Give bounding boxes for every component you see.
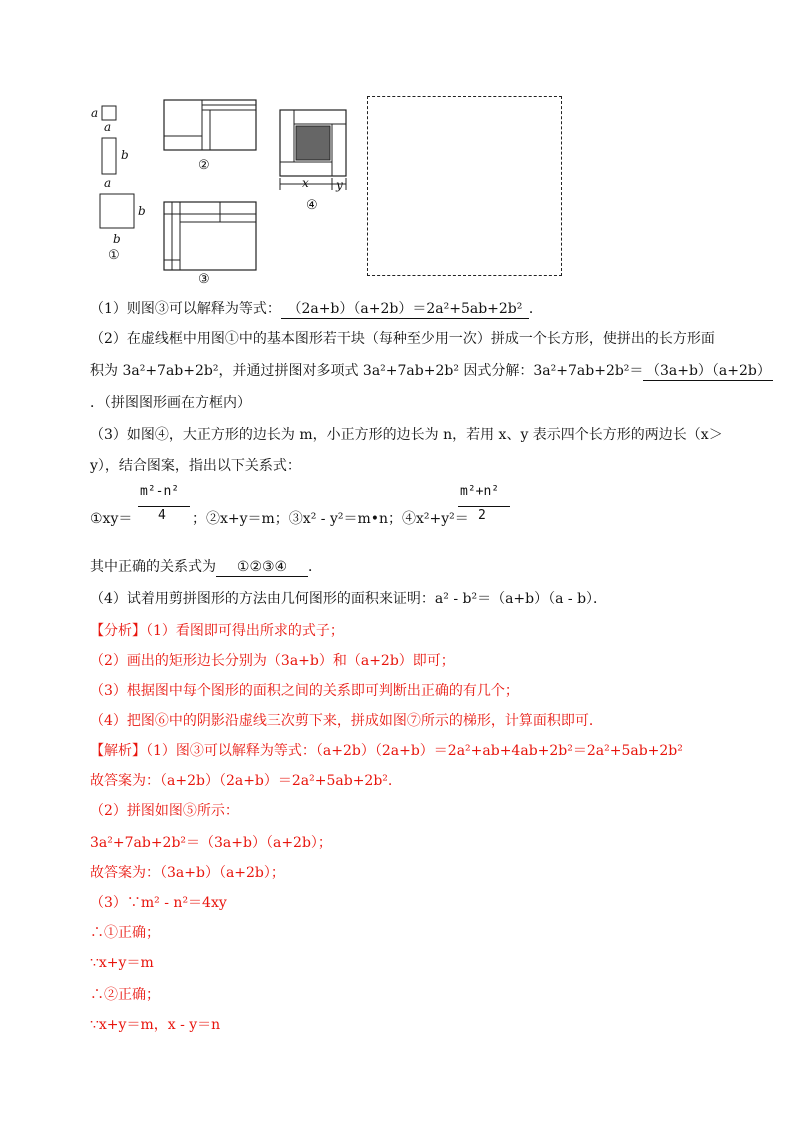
- solution-line-3: （2）拼图如图⑤所示：: [90, 803, 239, 819]
- relations-2-to-4: ；②x+y＝m；③x² - y²＝m•n；④x²+y²＝: [192, 511, 469, 527]
- figure-2-shapes: [160, 96, 260, 158]
- q1-suffix: ．: [528, 301, 543, 317]
- analysis-line-3: （3）根据图中每个图形的面积之间的关系即可判断出正确的有几个；: [90, 683, 519, 699]
- q2-answer: （3a+b）（a+2b）: [643, 362, 773, 381]
- solution-line-1: 【解析】（1）图③可以解释为等式：（a+2b）（2a+b）＝2a²+ab+4ab+2b²＝2a²+5ab+2b²: [90, 743, 683, 759]
- question-3-line-2: y），结合图案，指出以下关系式：: [90, 458, 301, 474]
- figure-3-shapes: [160, 198, 260, 272]
- figure-3: [160, 198, 260, 290]
- label-b: b: [113, 232, 121, 246]
- q1-prefix: （1）则图③可以解释为等式：: [90, 301, 281, 317]
- question-2-line-1: （2）在虚线框中用图①中的基本图形若干块（每种至少用一次）拼成一个长方形，使拼出的长方形面: [90, 331, 715, 347]
- relations-line: [0, 480, 800, 540]
- question-3-line-1: （3）如图④，大正方形的边长为 m，小正方形的边长为 n，若用 x、y 表示四个长方形的两边长（x＞: [90, 427, 723, 443]
- analysis-line-1: 【分析】（1）看图即可得出所求的式子；: [90, 623, 344, 639]
- question-4: （4）试着用剪拼图形的方法由几何图形的面积来证明：a² - b²＝（a+b）（a - b）．: [90, 591, 608, 607]
- question-1: [90, 300, 543, 319]
- solution-line-8: ∵x+y＝m: [90, 955, 154, 971]
- correct-answer: ①②③④: [216, 558, 308, 577]
- label-a: a: [91, 106, 99, 120]
- label-a: a: [104, 120, 112, 134]
- solution-line-7: ∴①正确；: [90, 925, 160, 941]
- fraction-2-numerator: m²+n²: [460, 484, 500, 499]
- solution-line-10: ∵x+y＝m，x - y＝n: [90, 1017, 221, 1033]
- label-y: y: [336, 178, 343, 192]
- analysis-line-4: （4）把图⑥中的阴影沿虚线三次剪下来，拼成如图⑦所示的梯形，计算面积即可．: [90, 713, 603, 729]
- solution-line-9: ∴②正确；: [90, 987, 160, 1003]
- question-2-line-3: ．（拼图图形画在方框内）: [90, 395, 251, 411]
- relation-1: ①xy＝: [90, 511, 133, 527]
- q2-prefix: 积为 3a²+7ab+2b²，并通过拼图对多项式 3a²+7ab+2b² 因式分解：3a²+7ab+2b²＝: [90, 363, 644, 379]
- label-a: a: [104, 176, 112, 190]
- solution-line-2: 故答案为：（a+2b）（2a+b）＝2a²+5ab+2b².: [90, 773, 393, 789]
- solution-line-4: 3a²+7ab+2b²＝（3a+b）（a+2b）；: [90, 835, 332, 851]
- figure-1: [88, 98, 158, 268]
- figure-number: ③: [198, 272, 210, 287]
- fraction-1-denominator: 4: [158, 508, 166, 523]
- question-2-line-2: [90, 362, 773, 381]
- fraction-1-numerator: m²-n²: [140, 484, 180, 499]
- figure-4: [276, 106, 352, 216]
- fraction-2-bar: [458, 506, 510, 507]
- correct-prefix: 其中正确的关系式为: [90, 559, 216, 575]
- figure-number: ④: [306, 198, 318, 213]
- drawing-box: [367, 96, 562, 276]
- label-b: b: [138, 204, 146, 218]
- label-x: x: [302, 176, 309, 190]
- label-b: b: [121, 148, 129, 162]
- figure-number: ②: [198, 158, 210, 173]
- solution-line-5: 故答案为：（3a+b）（a+2b）；: [90, 865, 285, 881]
- q1-answer: （2a+b）（a+2b）＝2a²+5ab+2b²: [281, 300, 529, 319]
- solution-line-6: （3）∵m² - n²＝4xy: [90, 895, 227, 911]
- correct-relations: [90, 558, 322, 577]
- figure-2: [160, 96, 260, 180]
- figure-number: ①: [108, 248, 120, 263]
- figure-1-shapes: [88, 98, 158, 268]
- fraction-2-denominator: 2: [478, 508, 486, 523]
- fraction-1-bar: [138, 506, 190, 507]
- analysis-line-2: （2）画出的矩形边长分别为（3a+b）和（a+2b）即可；: [90, 653, 455, 669]
- correct-suffix: ．: [308, 559, 322, 575]
